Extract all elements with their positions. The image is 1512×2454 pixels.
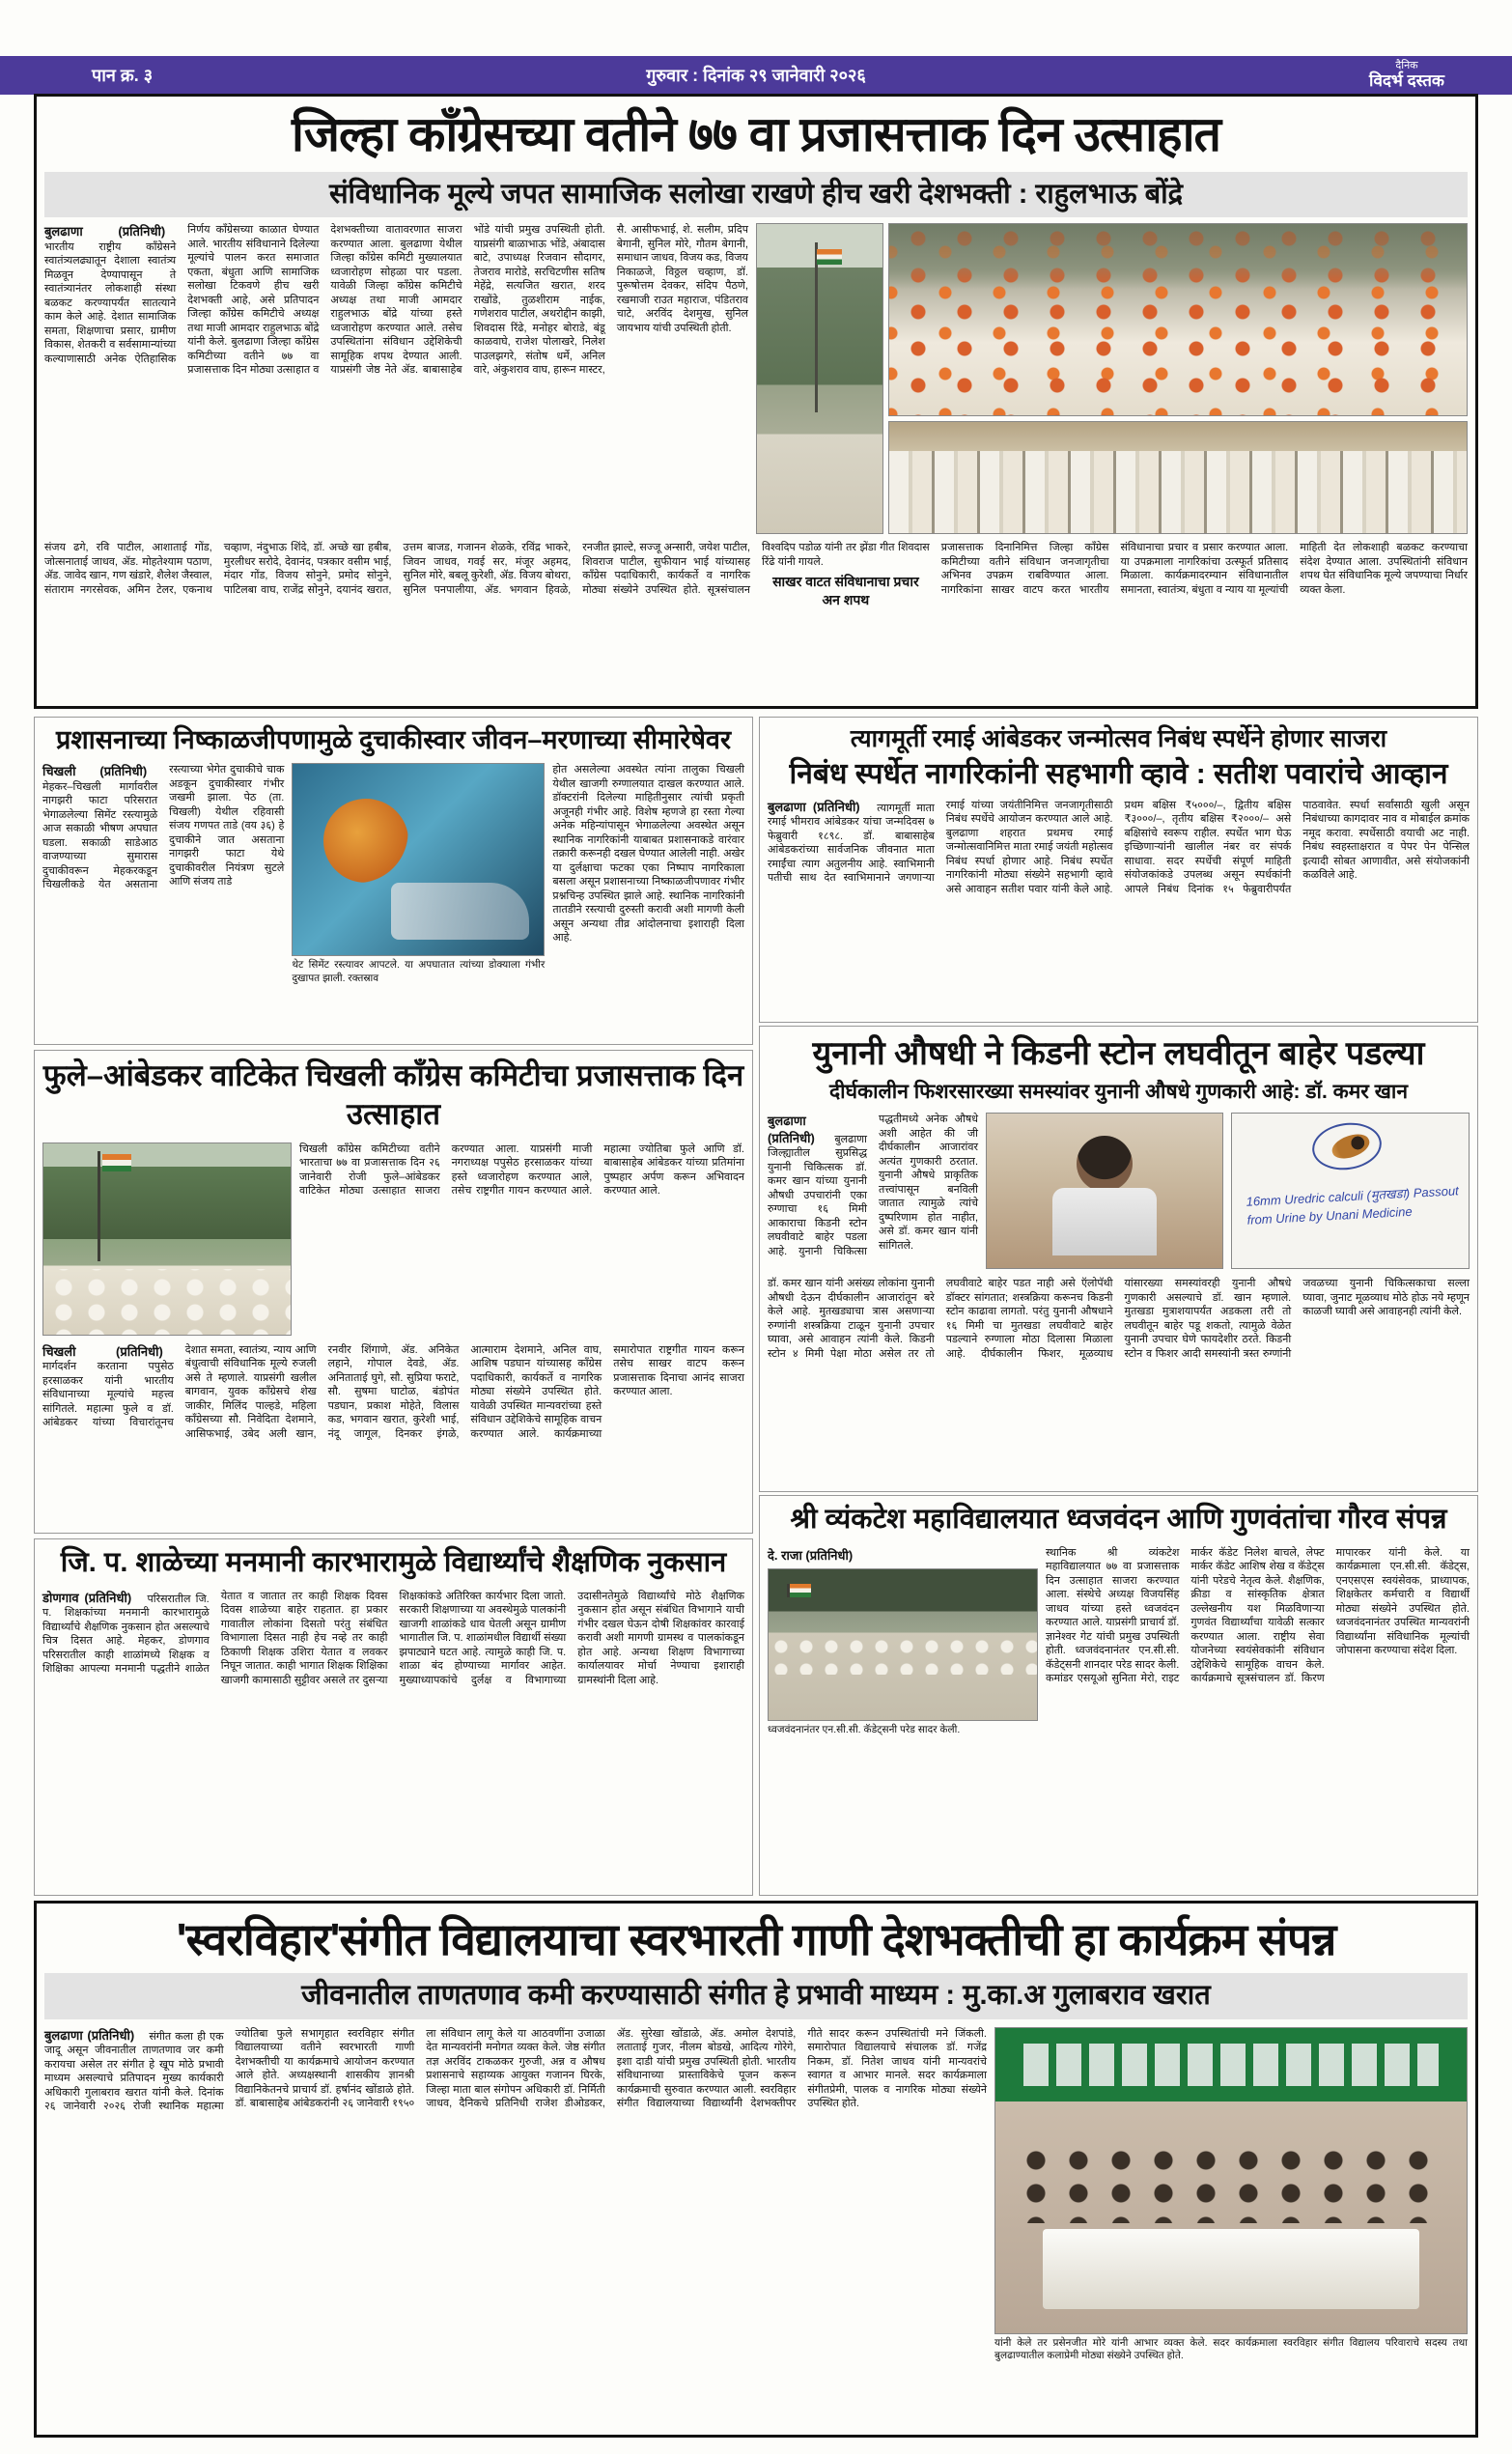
page-number: पान क्र. ३ <box>92 66 154 85</box>
photo-doctor-kamar-khan <box>986 1113 1223 1269</box>
article-phule-ambedkar-vatika <box>34 1050 753 1534</box>
college-body-columns <box>1046 1546 1470 1882</box>
handwritten-stone-note: 16mm Uredric calculi (मुतखडा) Passout from Urine by Unani Medicine <box>1245 1183 1459 1227</box>
phule-headline: फुले–आंबेडकर वाटिकेत चिखली काँग्रेस कमिटीचा प्रजासत्ताक दिन उत्साहात <box>42 1058 744 1132</box>
congress-body-columns <box>44 223 748 534</box>
congress-dateline: बुलढाणा (प्रतिनिधी) <box>44 224 166 240</box>
accident-body2-text: होत असलेल्या अवस्थेत त्यांना तालुका चिखली येथील खाजगी रुग्णालयात दाखल करण्यात आले. डॉक्टरांनी दिलेल्या माहितीनुसार त्यांची प्रकृती अजूनही गंभीर आहे. विशेष म्हणजे हा रस्ता गेल्या अनेक महिन्यांपासून भेगाळलेल्या अवस्थेत असून स्थानिक नागरिकांनी याबाबत प्रशासनाकडे वारंवार तक्रारी करूनही दखल घेण्यात आलेली नाही. अखेर या दुर्लक्षाचा फटका एका निष्पाप नागरिकाला बसला असून प्रशासनाच्या निष्काळजीपणावर गंभीर प्रश्नचिन्ह उपस्थित झाले आहे. स्थानिक नागरिकांनी तातडीने रस्त्याची दुरुस्ती करावी अशी मागणी केली असून अन्यथा तीव्र आंदोलनाचा इशाराही दिला आहे. <box>552 764 744 945</box>
sugar-distribution-text: प्रजासत्ताक दिनानिमित्त जिल्हा काँग्रेस कमिटीच्या वतीने संविधान जनजागृतीचा अभिनव उपक्रम राबविण्यात आला. नागरिकांना साखर वाटप करत भारतीय संविधानाचा प्रचार व प्रसार करण्यात आला. या उपक्रमाला नागरिकांचा उत्स्फूर्त प्रतिसाद मिळाला. कार्यक्रमादरम्यान संविधानातील समानता, स्वातंत्र्य, बंधुता व न्याय या मूल्यांची माहिती देत लोकशाही बळकट करण्याचा संदेश देण्यात आला. उपस्थितांनी संविधान शपथ घेत संविधानिक मूल्ये जपण्याचा निर्धार व्यक्त केला. <box>940 542 1468 596</box>
phule-intro-text: चिखली काँग्रेस कमिटीच्या वतीने भारताचा ७७ वा प्रजासत्ताक दिन २६ जानेवारी रोजी फुले–आंबेडकर वाटिकेत मोठ्या उत्साहात साजरा करण्यात आला. याप्रसंगी माजी नगराध्यक्ष पपुसेठ हरसाळकर यांच्या हस्ते ध्वजारोहण करण्यात आले, तसेच राष्ट्रगीत गायन करण्यात आले. महात्मा ज्योतिबा फुले आणि डॉ. बाबासाहेब आंबेडकर यांच्या प्रतिमांना पुष्पहार अर्पण करून अभिवादन करण्यात आले. <box>299 1142 744 1198</box>
photo-ncc-parade <box>768 1568 1038 1721</box>
photo-congress-crowd-turbans <box>888 223 1468 416</box>
music-headline: 'स्वरविहार'संगीत विद्यालयाचा स्वरभारती गाणी देशभक्तीची हा कार्यक्रम संपन्न <box>176 1914 1336 1964</box>
masthead-title: विदर्भ दस्तक <box>1369 71 1444 90</box>
masthead-daily-label: दैनिक <box>1395 60 1418 72</box>
article-road-accident <box>34 717 753 1045</box>
page-header-bar <box>0 56 1512 95</box>
music-subheadline: जीवनातील ताणतणाव कमी करण्यासाठी संगीत हे प्रभावी माध्यम : मु.का.अ गुलाबराव खरात <box>44 1973 1468 2019</box>
college-dateline: दे. राजा (प्रतिनिधी) <box>768 1547 854 1563</box>
ramai-headline-2: निबंध स्पर्धेत नागरिकांनी सहभागी व्हावे : सतीश पवारांचे आव्हान <box>789 757 1448 790</box>
article-unani-kidney-stone <box>759 1026 1478 1492</box>
congress-more-names: संजय ढगे, रवि पाटील, आशाताई गोंड, जोत्सनाताई जाधव, ॲड. मोहतेश्याम पठाण, ॲड. जावेद खान, गण खंडारे, शैलेश जैस्वाल, संताराम नगरसेवक, अमिन टेलर, एकनाथ चव्हाण, नंदुभाऊ शिंदे, डॉ. अच्छे खा हबीब, मुरलीधर सरोदे, देवानंद, पत्रकार वसीम भाई, मंदार गोंड, विजय सोनुने, प्रमोद सोनुने, पाटिलबा वाघ, राजेंद्र सोनुने, दयानंद खरात, उत्तम बाजड, गजानन शेळके, रविंद्र भाकरे, जिवन जाधव, गवई सर, मंजूर अहमद, सुनिल मोरे, बबलू कुरेशी, ॲड. विजय बोथरा, सुनिल पनपालीया, ॲड. भगवान हिवळे, रनजीत झाल्टे, सज्जू अन्सारी, जयेश पाटील, शिवराज पाटील, सुफीयान भाई यांच्यासह काँग्रेस पदाधिकारी, कार्यकर्ते व नागरिक मोठ्या संख्येने उपस्थित होते. सूत्रसंचालन विश्वदिप पडोळ यांनी तर झेंडा गीत शिवदास रिंढे यांनी गायले. <box>44 542 930 596</box>
photo-accident-bike <box>292 763 545 956</box>
college-photo-caption: ध्वजवंदनानंतर एन.सी.सी. कॅडेट्सनी परेड सादर केली. <box>768 1723 961 1735</box>
masthead <box>1369 61 1444 89</box>
article-congress-republic-day <box>34 94 1478 709</box>
accident-body-text: मेहकर–चिखली मार्गावरील नागझरी फाटा परिसरात भेगाळलेल्या सिमेंट रस्त्यामुळे आज सकाळी भीषण अपघात घडला. सकाळी साडेआठ वाजण्याच्या सुमारास दुचाकीवरून मेहकरकडून चिखलीकडे येत असताना रस्त्याच्या भेगेत दुचाकीचे चाक अडकून दुचाकीस्वार गंभीर जखमी झाला. पेठ (ता. चिखली) येथील रहिवासी संजय गणपत ताडे (वय ३६) हे दुचाकीने जात असताना नागझरी फाटा येथे दुचाकीवरील नियंत्रण सुटले आणि संजय ताडे <box>42 764 285 891</box>
vatika-crowd-figures <box>43 1269 291 1334</box>
unani-headline: युनानी औषधी ने किडनी स्टोन लघवीतून बाहेर पडल्या <box>812 1035 1425 1072</box>
photo-flag-hoisting-trees <box>756 223 883 534</box>
accident-headline: प्रशासनाच्या निष्काळजीपणामुळे दुचाकीस्वार जीवन–मरणाच्या सीमारेषेवर <box>56 725 731 754</box>
sugar-distribution-subhead: साखर वाटत संविधानाचा प्रचार अन शपथ <box>772 574 919 607</box>
congress-headline: जिल्हा काँग्रेसच्या वतीने ७७ वा प्रजासत्ताक दिन उत्साहात <box>291 107 1221 161</box>
ramai-headline-1: त्यागमूर्ती रमाई आंबेडकर जन्मोत्सव निबंध स्पर्धेने होणार साजरा <box>850 725 1387 752</box>
unani-body-columns <box>768 1277 1470 1487</box>
accident-photo-caption: थेट सिमेंट रस्त्यावर आपटले. या अपघातात त्यांच्या डोक्याला गंभीर दुखापत झाली. रक्तस्राव <box>292 959 546 984</box>
page-date: गुरुवार : दिनांक २९ जानेवारी २०२६ <box>646 66 866 85</box>
congress-subheadline: संविधानिक मूल्ये जपत सामाजिक सलोखा राखणे हीच खरी देशभक्ती : राहुलभाऊ बोंद्रे <box>44 172 1468 218</box>
accident-dateline: चिखली (प्रतिनिधी) <box>42 764 148 779</box>
ramai-body-columns <box>768 799 1470 1003</box>
college-body-text: स्थानिक श्री व्यंकटेश महाविद्यालयात ७७ वा प्रजासत्ताक दिन उत्साहात साजरा करण्यात आला. संस्थेचे अध्यक्ष विजयसिंह जाधव यांच्या हस्ते ध्वजवंदन करण्यात आले. याप्रसंगी प्राचार्य डॉ. ज्ञानेश्वर गेट यांची प्रमुख उपस्थिती होती. ध्वजवंदनानंतर एन.सी.सी. कॅडेट्सनी शानदार परेड सादर केली. कमांडर एसयूओ सुनिता मेरो, राइट मार्कर कॅडेट निलेश बाचले, लेफ्ट मार्कर कॅडेट आशिष शेख व कॅडेट्स यांनी परेडचे नेतृत्व केले. शैक्षणिक, क्रीडा व सांस्कृतिक क्षेत्रात उल्लेखनीय यश मिळविणाऱ्या गुणवंत विद्यार्थ्यांचा यावेळी सत्कार करण्यात आला. राष्ट्रीय सेवा योजनेच्या स्वयंसेवकांनी संविधान उद्देशिकेचे सामूहिक वाचन केले. कार्यक्रमाचे सूत्रसंचालन डॉ. किरण मापारकर यांनी केले. या कार्यक्रमाला एन.सी.सी. कॅडेट्स, एनएसएस स्वयंसेवक, प्राध्यापक, शिक्षकेतर कर्मचारी व विद्यार्थी मोठ्या संख्येने उपस्थित होते. ध्वजवंदनानंतर उपस्थित मान्यवरांनी विद्यार्थ्यांना संविधानिक मूल्यांची जोपासना करण्याचा संदेश दिला. <box>1046 1546 1470 1685</box>
ramai-body-text: त्यागमूर्ती माता रमाई भीमराव आंबेडकर यांचा जन्मदिवस ७ फेब्रुवारी १८९८. डॉ. बाबासाहेब आंबेडकरांच्या सार्वजनिक जीवनात माता रमाईंचा त्याग अतुलनीय आहे. स्वाभिमानी पतीची साथ देत स्वाभिमानाने जगणाऱ्या रमाई यांच्या जयंतीनिमित्त जनजागृतीसाठी निबंध स्पर्धेचे आयोजन करण्यात आले आहे. बुलढाणा शहरात प्रथमच रमाई जन्मोत्सवानिमित्त माता रमाई जयंती महोत्सव निबंध स्पर्धा होणार आहे. निबंध स्पर्धेत नागरिकांनी मोठ्या संख्येने सहभागी व्हावे असे आवाहन सतीश पवार यांनी केले आहे. प्रथम बक्षिस ₹५०००/–, द्वितीय बक्षिस ₹३०००/–, तृतीय बक्षिस ₹२०००/– असे बक्षिसांचे स्वरूप राहील. स्पर्धेत भाग घेऊ इच्छिणाऱ्यांनी खालील नंबर वर संपर्क साधावा. सदर स्पर्धेची संपूर्ण माहिती संयोजकांकडे उपलब्ध असून स्पर्धकांनी आपले निबंध दिनांक १५ फेब्रुवारीपर्यंत पाठवावेत. स्पर्धा सर्वांसाठी खुली असून निबंधाच्या कागदावर नाव व मोबाईल क्रमांक नमूद करावा. स्पर्धेसाठी वयाची अट नाही. निबंध स्वहस्ताक्षरात व पेपर पेन पेन्सिल इत्यादी सोबत आणावीत, असे संयोजकांनी कळविले आहे. <box>768 799 1470 895</box>
music-body-columns <box>44 2027 987 2402</box>
college-headline: श्री व्यंकटेश महाविद्यालयात ध्वजवंदन आणि गुणवंतांचा गौरव संपन्न <box>790 1504 1447 1535</box>
article-college-flag-ceremony <box>759 1495 1478 1896</box>
music-dateline: बुलढाणा (प्रतिनिधी) <box>44 2027 135 2043</box>
unani-dateline: बुलढाणा (प्रतिनिधी) <box>768 1114 815 1145</box>
unani-subheadline: दीर्घकालीन फिशरसारख्या समस्यांवर युनानी औषधे गुणकारी आहे: डॉ. कमर खान <box>828 1081 1408 1104</box>
unani-intro-text: बुलढाणा जिल्ह्यातील सुप्रसिद्ध युनानी चिकित्सक डॉ. कमर खान यांच्या युनानी औषधी उपचारांनी एका रुग्णाचा १६ मिमी आकाराचा किडनी स्टोन लघवीवाटे बाहेर पडला आहे. युनानी चिकित्सा पद्धतीमध्ये अनेक औषधे अशी आहेत की जी दीर्घकालीन आजारांवर अत्यंत गुणकारी ठरतात. युनानी औषधे प्राकृतिक तत्त्वांपासून बनविली जातात त्यामुळे त्यांचे दुष्परिणाम होत नाहीत, असे डॉ. कमर खान यांनी सांगितले. <box>768 1114 978 1257</box>
unani-intro-column <box>768 1113 978 1269</box>
ramai-dateline: बुलढाणा (प्रतिनिधी) <box>768 799 860 814</box>
accident-body-right <box>552 763 744 1035</box>
congress-names-text: याप्रसंगी बाळाभाऊ भोंडे, अंबादास बाटे, उपाध्यक्ष रिजवान सौदागर, तेजराव मारोडे, सरचिटणीस सतिष मेहेंद्रे, सत्यजित खरात, शरद राखोंडे, तुळशीराम नाईक, गणेशराव पाटील, अथरोद्दीन काझी, शिवदास रिंढे, मनोहर बोराडे, बंडू काळवाघे, राजेश पोलाखरे, निलेश पाउलझगरे, संतोष धर्मे, अनिल वारे, अंकुशराव वाघ, हारून मास्टर, सै. आसीफभाई, शे. सलीम, प्रदिप बेगानी, सुनिल मोरे, गौतम बेगानी, समाधान जाधव, विजय कड, विजय निकाळजे, विठ्ठल चव्हाण, डॉ. पुरूषोत्तम देवकर, संदिप पैठणे, रखमाजी राउत महाराज, पंडितराव चाटे, अरविंद देशमुख, सुनिल जायभाय यांची उपस्थिती होती. <box>473 224 748 377</box>
photo-kidney-stone <box>1231 1113 1470 1269</box>
school-body-text: परिसरातील जि. प. शिक्षकांच्या मनमानी कारभारामुळे विद्यार्थ्यांचे शैक्षणिक नुकसान होत असल्याचे चित्र दिसत आहे. मेहकर, डोणगाव परिसरातील काही शाळांमध्ये शिक्षक व शिक्षिका आपल्या मनमानी पद्धतीने शाळेत येतात व जातात तर काही शिक्षक दिवस दिवस शाळेच्या बाहेर राहतात. हा प्रकार गावातील लोकांना दिसतो परंतु संबंधित विभागाला दिसत नाही हेच नव्हे तर काही ठिकाणी शिक्षक उशिरा येतात व लवकर निघून जातात. काही भागात शिक्षक शिक्षिका खाजगी कामासाठी सुट्टीवर असले तर दुसऱ्या शिक्षकांकडे अतिरिक्त कार्यभार दिला जातो. सरकारी शिक्षणाच्या या अवस्थेमुळे पालकांनी खाजगी शाळांकडे धाव घेतली असून ग्रामीण भागातील जि. प. शाळांमधील विद्यार्थी संख्या झपाट्याने घटत आहे. त्यामुळे काही जि. प. शाळा बंद होण्याच्या मार्गावर आहेत. मुख्याध्यापकांचे दुर्लक्ष व विभागाच्या उदासीनतेमुळे विद्यार्थ्यांचे मोठे शैक्षणिक नुकसान होत असून संबंधित विभागाने याची गंभीर दखल घेऊन दोषी शिक्षकांवर कारवाई करावी अशी मागणी ग्रामस्थ व पालकांकडून होत आहे. अन्यथा शिक्षण विभागाच्या कार्यालयावर मोर्चा नेण्याचा इशाराही ग्रामस्थांनी दिला आहे. <box>42 1590 744 1686</box>
unani-body-text: डॉ. कमर खान यांनी असंख्य लोकांना युनानी औषधी देऊन दीर्घकालीन आजारांतून बरे केले आहे. मुतखड्याचा त्रास असणाऱ्या रुग्णांनी शस्त्रक्रिया टाळून युनानी उपचार घ्यावा, असे आवाहन त्यांनी केले. किडनी स्टोन ४ मिमी पेक्षा मोठा असेल तर तो लघवीवाटे बाहेर पडत नाही असे ऍलोपॅथी डॉक्टर सांगतात; शस्त्रक्रिया करूनच किडनी स्टोन काढावा लागतो. परंतु युनानी औषधाने १६ मिमी चा मुतखडा लघवीवाटे बाहेर पडल्याने रुग्णाला मोठा दिलासा मिळाला आहे. दीर्घकालीन फिशर, मूळव्याध यांसारख्या समस्यांवरही युनानी औषधे गुणकारी असल्याचे डॉ. खान म्हणाले. मुतखडा मुत्राशयापर्यंत अडकला तरी तो लघवीतून बाहेर पडू शकतो, त्यामुळे वेळेत युनानी उपचार घेणे फायदेशीर ठरते. किडनी स्टोन व फिशर आदी समस्यांनी त्रस्त रुग्णांनी जवळच्या युनानी चिकित्सकाचा सल्ला घ्यावा, जुनाट मूळव्याध मोठे होऊ नये म्हणून काळजी घ्यावी असे आवाहनही त्यांनी केले. <box>768 1278 1470 1360</box>
school-dateline: डोणगाव (प्रतिनिधी) <box>42 1590 132 1605</box>
article-zp-school <box>34 1538 753 1896</box>
congress-body-text: भारतीय राष्ट्रीय काँग्रेसने स्वातंत्र्यलढ्यातून देशाला स्वातंत्र्य मिळवून देण्यापासून ते स्वातंत्र्यानंतर लोकशाही संस्था बळकट करण्यापर्यंत सातत्याने काम केले आहे. देशात सामाजिक समता, शिक्षणाचा प्रसार, ग्रामीण विकास, शेतकरी व सर्वसामान्यांच्या कल्याणासाठी अनेक ऐतिहासिक निर्णय काँग्रेसच्या काळात घेण्यात आले. भारतीय संविधानाने दिलेल्या मूल्यांचे पालन करत समाजात एकता, बंधुता आणि सामाजिक सलोखा टिकवणे हीच खरी देशभक्ती आहे, असे प्रतिपादन जिल्हा काँग्रेस कमिटीचे अध्यक्ष तथा माजी आमदार राहुलभाऊ बोंद्रे यांनी केले. बुलढाणा जिल्हा काँग्रेस कमिटीच्या वतीने ७७ वा प्रजासत्ताक दिन मोठ्या उत्साहात व देशभक्तीच्या वातावरणात साजरा करण्यात आला. बुलढाणा येथील जिल्हा काँग्रेस कमिटी मुख्यालयात ध्वजारोहण सोहळा पार पडला. यावेळी जिल्हा काँग्रेस कमिटीचे अध्यक्ष तथा माजी आमदार राहुलभाऊ बोंद्रे यांच्या हस्ते ध्वजारोहण करण्यात आले. तसेच उपस्थितांना संविधान उद्देशिकेची सामूहिक शपथ देण्यात आली. याप्रसंगी जेष्ठ नेते ॲड. बाबासाहेब भोंडे यांची प्रमुख उपस्थिती होती. <box>44 224 605 377</box>
photo-pledge-line <box>888 421 1468 534</box>
school-body-columns <box>42 1590 744 1879</box>
music-stage-people <box>1015 2144 1448 2223</box>
music-photo-caption: यांनी केले तर प्रसेनजीत मोरे यांनी आभार व्यक्त केले. सदर कार्यक्रमाला स्वरविहार संगीत विद्यालय परिवाराचे सदस्य तथा बुलढाण्यातील कलाप्रेमी मोठ्या संख्येने उपस्थित होते. <box>994 2336 1468 2362</box>
article-swarvihar-music <box>34 1901 1478 2438</box>
school-headline: जि. प. शाळेच्या मनमानी कारभारामुळे विद्यार्थ्यांचे शैक्षणिक नुकसान <box>60 1547 727 1578</box>
phule-dateline: चिखली (प्रतिनिधी) <box>42 1343 163 1359</box>
article-ramai-essay-contest <box>759 717 1478 1023</box>
photo-music-event-stage <box>994 2027 1468 2334</box>
congress-lower-columns <box>44 541 1468 693</box>
phule-body-text: मार्गदर्शन करताना पपुसेठ हरसाळकर यांनी भारतीय संविधानाच्या मूल्यांचे महत्त्व सांगितले. महात्मा फुले व डॉ. आंबेडकर यांच्या विचारांतूनच देशात समता, स्वातंत्र्य, न्याय आणि बंधुत्वाची संविधानिक मूल्ये रुजली असे ते म्हणाले. याप्रसंगी खलील बागवान, युवक काँग्रेसचे शेख जाकीर, मिलिंद पाल्हडे, महिला काँग्रेसच्या सौ. निवेदिता देशमाने, आसिफभाई, उबेद अली खान, रनवीर शिंगाणे, ॲड. अनिकेत लहाने, गोपाल देवडे, ॲड. अनिताताई घुगे, सौ. सुप्रिया फराटे, सौ. सुषमा घाटोळ, बंडोपंत पडघान, प्रकाश मोहेते, विलास कड, भगवान खरात, कुरेशी भाई, नंदू जागूल, दिनकर इंगळे, आत्माराम देशमाने, अनिल वाघ, आशिष पडघान यांच्यासह काँग्रेस पदाधिकारी, कार्यकर्ते व नागरिक मोठ्या संख्येने उपस्थित होते. यावेळी उपस्थित मान्यवरांच्या हस्ते संविधान उद्देशिकेचे सामूहिक वाचन करण्यात आले. कार्यक्रमाच्या समारोपात राष्ट्रगीत गायन करून तसेच साखर वाटप करून प्रजासत्ताक दिनाचा आनंद साजरा करण्यात आला. <box>42 1343 744 1440</box>
photo-vatika-flag-hoisting <box>42 1142 292 1336</box>
accident-body-left <box>42 763 284 1035</box>
music-body-text: संगीत कला ही एक जादू असून जीवनातील ताणतणाव जर कमी करायचा असेल तर संगीत हे खूप मोठे प्रभावी माध्यम असल्याचे प्रतिपादन मुख्य कार्यकारी अधिकारी गुलाबराव खरात यांनी केले. दिनांक २६ जानेवारी २०२६ रोजी स्थानिक महात्मा ज्योतिबा फुले सभागृहात स्वरविहार संगीत विद्यालयाच्या वतीने स्वरभारती गाणी देशभक्तीची या कार्यक्रमाचे आयोजन करण्यात आले होते. अध्यक्षस्थानी शासकीय ज्ञानश्री विद्यानिकेतनचे प्राचार्य डॉ. हर्षानंद खोंडाळे होते. डॉ. बाबासाहेब आंबेडकरांनी २६ जानेवारी १९५० ला संविधान लागू केले या आठवणींना उजाळा देत मान्यवरांनी मनोगत व्यक्त केले. जेष्ठ संगीत तज्ञ अरविंद टाकळकर गुरुजी, अन्न व औषध प्रशासनाचे सहाय्यक आयुक्त गजानन घिरके, जिल्हा माता बाल संगोपन अधिकारी डॉ. निर्मिती जाधव, दैनिकचे प्रतिनिधी राजेश डीओडकर, ॲड. सुरेखा खोंडाळे, ॲड. अमोल देशपांडे, लताताई गुजर, नीलम बोडखे, आदित्य गोरेगे, इशा दाडी यांची प्रमुख उपस्थिती होती. भारतीय संविधानाच्या प्रास्ताविकेचे पूजन करून कार्यक्रमाची सुरुवात करण्यात आली. स्वरविहार संगीत विद्यालयाच्या विद्यार्थ्यांनी देशभक्तीपर गीते सादर करून उपस्थितांची मने जिंकली. समारोपात विद्यालयाचे संचालक डॉ. गजेंद्र निकम, डॉ. नितेश जाधव यांनी मान्यवरांचे स्वागत व आभार मानले. सदर कार्यक्रमाला संगीतप्रेमी, पालक व नागरिक मोठ्या संख्येने उपस्थित होते. <box>44 2027 987 2113</box>
phule-intro-columns <box>299 1142 744 1336</box>
